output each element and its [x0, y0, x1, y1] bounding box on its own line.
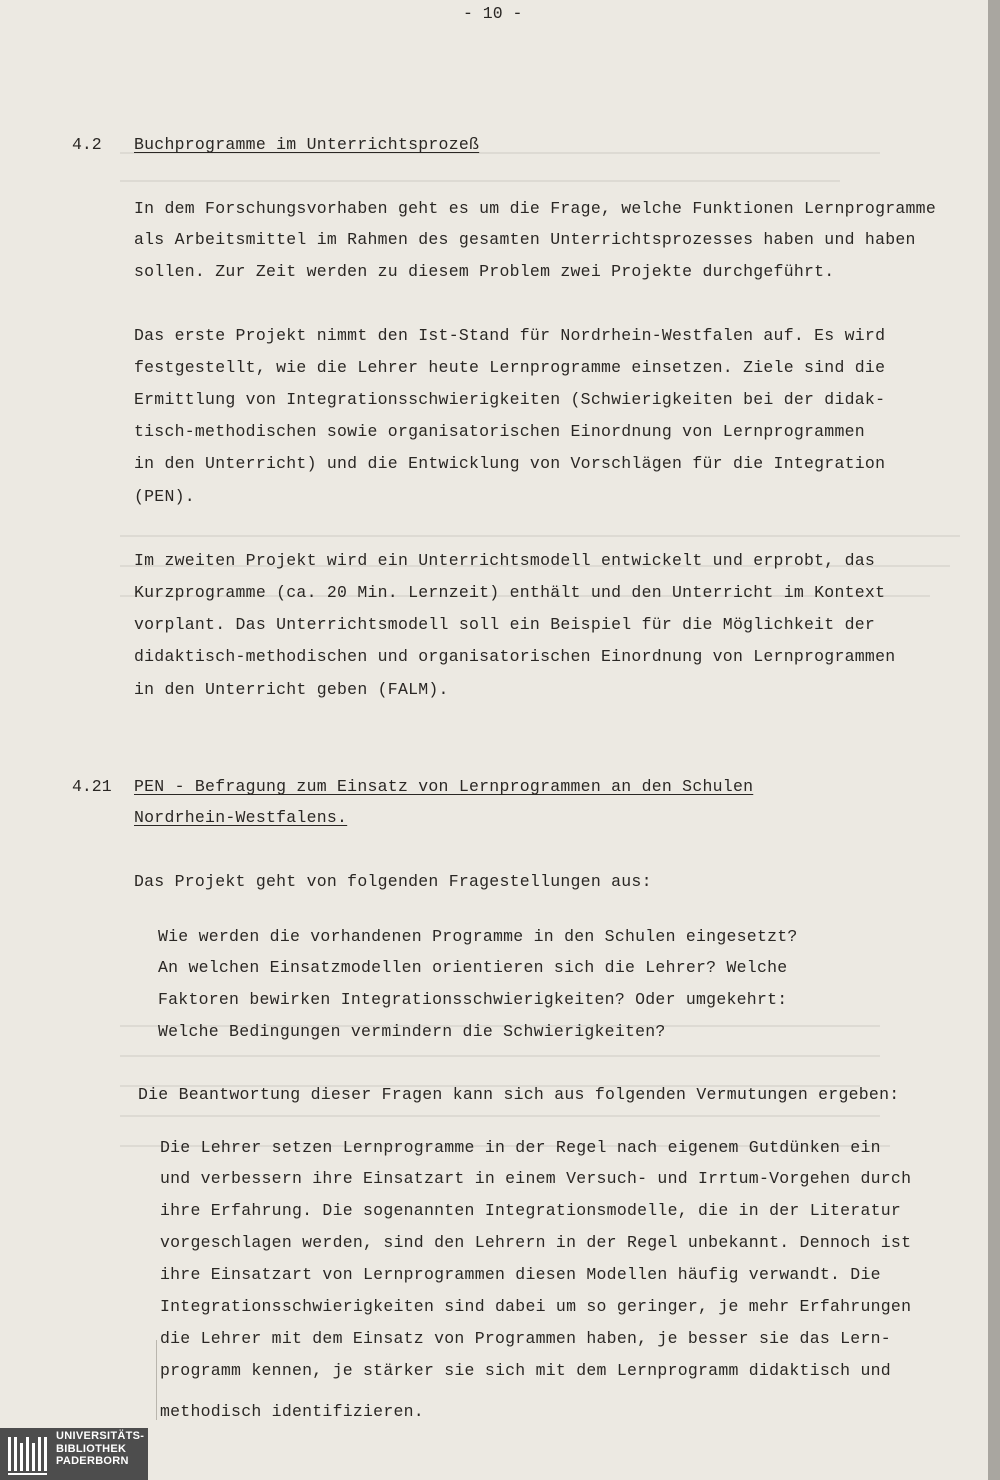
paragraph-line: In dem Forschungsvorhaben geht es um die Frage, welche Funktionen Lernprogramme	[134, 199, 936, 218]
page-number: - 10 -	[463, 4, 523, 23]
hypothesis-line: methodisch identifizieren.	[160, 1402, 424, 1421]
paragraph-line: in den Unterricht geben (FALM).	[134, 680, 449, 699]
hypothesis-line: die Lehrer mit dem Einsatz von Programmen haben, je besser sie das Lern-	[160, 1329, 891, 1348]
library-logo-line: BIBLIOTHEK	[56, 1442, 127, 1455]
paragraph-line: Das erste Projekt nimmt den Ist-Stand für Nordrhein-Westfalen auf. Es wird	[134, 326, 886, 345]
paragraph-line: vorplant. Das Unterrichtsmodell soll ein Beispiel für die Möglichkeit der	[134, 615, 876, 634]
margin-rule	[156, 1340, 157, 1420]
bleed-through-block-2	[120, 515, 970, 625]
paragraph-line: didaktisch-methodischen und organisatorischen Einordnung von Lernprogrammen	[134, 647, 896, 666]
library-logo-line: PADERBORN	[56, 1455, 129, 1467]
section-heading: Buchprogramme im Unterrichtsprozeß	[134, 135, 480, 154]
library-logo-icon	[6, 1433, 50, 1477]
paragraph-line: (PEN).	[134, 487, 195, 506]
page-edge	[988, 0, 1000, 1480]
paragraph-line: tisch-methodischen sowie organisatorischen Einordnung von Lernprogrammen	[134, 422, 865, 441]
question-line: Faktoren bewirken Integrationsschwierigkeiten? Oder umgekehrt:	[158, 990, 788, 1009]
paragraph-line: in den Unterricht) und die Entwicklung von Vorschlägen für die Integration	[134, 454, 886, 473]
question-line: An welchen Einsatzmodellen orientieren sich die Lehrer? Welche	[158, 958, 788, 977]
intro-line: Das Projekt geht von folgenden Fragestellungen aus:	[134, 872, 652, 891]
paragraph-line: Ermittlung von Integrationsschwierigkeiten (Schwierigkeiten bei der didak-	[134, 390, 886, 409]
hypothesis-line: vorgeschlagen werden, sind den Lehrern in der Regel unbekannt. Dennoch ist	[160, 1233, 912, 1252]
paragraph-line: sollen. Zur Zeit werden zu diesem Problem zwei Projekte durchgeführt.	[134, 262, 835, 281]
question-line: Wie werden die vorhandenen Programme in den Schulen eingesetzt?	[158, 927, 798, 946]
hypothesis-line: Die Lehrer setzen Lernprogramme in der Regel nach eigenem Gutdünken ein	[160, 1138, 881, 1157]
library-logo-line: UNIVERSITÄTS-	[56, 1430, 145, 1442]
subsection-number: 4.21	[72, 777, 112, 796]
paragraph-line: Im zweiten Projekt wird ein Unterrichtsmodell entwickelt und erprobt, das	[134, 551, 876, 570]
section-number: 4.2	[72, 135, 102, 154]
subsection-heading-line: Nordrhein-Westfalens.	[134, 808, 348, 827]
hypothesis-line: Integrationsschwierigkeiten sind dabei um so geringer, je mehr Erfahrungen	[160, 1297, 912, 1316]
answer-intro-line: Die Beantwortung dieser Fragen kann sich aus folgenden Vermutungen ergeben:	[138, 1085, 900, 1104]
hypothesis-line: programm kennen, je stärker sie sich mit dem Lernprogramm didaktisch und	[160, 1361, 891, 1380]
question-line: Welche Bedingungen vermindern die Schwierigkeiten?	[158, 1022, 666, 1041]
subsection-heading-line: PEN - Befragung zum Einsatz von Lernprogrammen an den Schulen	[134, 777, 754, 796]
paragraph-line: als Arbeitsmittel im Rahmen des gesamten Unterrichtsprozesses haben und haben	[134, 230, 916, 249]
paragraph-line: Kurzprogramme (ca. 20 Min. Lernzeit) enthält und den Unterricht im Kontext	[134, 583, 886, 602]
hypothesis-line: ihre Einsatzart von Lernprogrammen diesen Modellen häufig verwandt. Die	[160, 1265, 881, 1284]
hypothesis-line: ihre Erfahrung. Die sogenannten Integrationsmodelle, die in der Literatur	[160, 1201, 902, 1220]
paragraph-line: festgestellt, wie die Lehrer heute Lernprogramme einsetzen. Ziele sind die	[134, 358, 886, 377]
hypothesis-line: und verbessern ihre Einsatzart in einem Versuch- und Irrtum-Vorgehen durch	[160, 1169, 912, 1188]
library-logo-text	[56, 1430, 144, 1468]
